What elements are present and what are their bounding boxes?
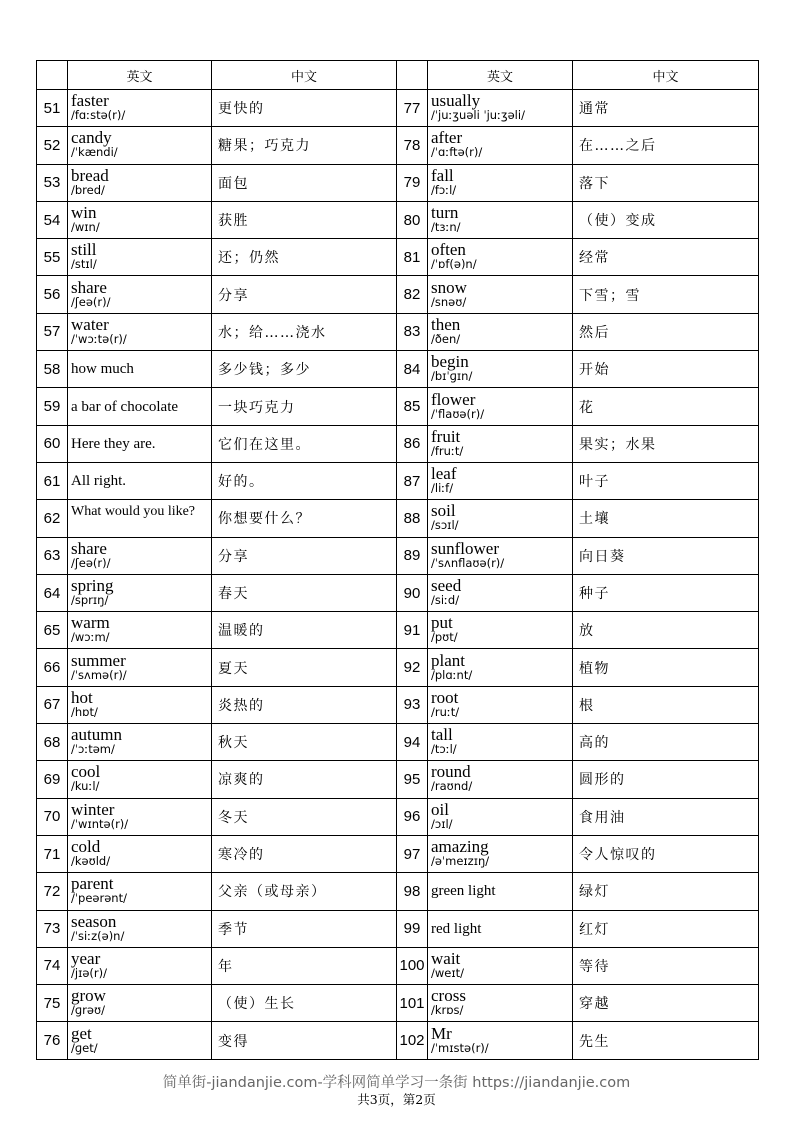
left-chinese-cell: 你想要什么？ xyxy=(212,500,397,537)
left-english-cell xyxy=(68,351,212,388)
english-phrase: how much xyxy=(71,361,134,378)
table-row xyxy=(37,500,759,537)
right-number-cell: 98 xyxy=(397,873,428,910)
phonetic: /ˈɔːtəm/ xyxy=(71,742,115,757)
english-word: begin xyxy=(431,352,469,372)
right-number-cell: 91 xyxy=(397,612,428,649)
right-number-cell: 84 xyxy=(397,351,428,388)
right-chinese-cell: 高的 xyxy=(573,724,759,761)
english-word: then xyxy=(431,314,461,334)
left-number-cell: 65 xyxy=(37,612,68,649)
english-word: hot xyxy=(71,687,93,707)
left-number-cell: 63 xyxy=(37,537,68,574)
table-row xyxy=(37,388,759,425)
right-english-cell xyxy=(428,1022,573,1059)
right-chinese-cell: 等待 xyxy=(573,947,759,984)
left-chinese-cell: 多少钱；多少 xyxy=(212,351,397,388)
left-chinese-cell: 夏天 xyxy=(212,649,397,686)
table-row xyxy=(37,90,759,127)
table-row xyxy=(37,947,759,984)
phonetic: /ʃeə(r)/ xyxy=(71,555,111,570)
left-english-cell xyxy=(68,835,212,872)
right-chinese-cell: 落下 xyxy=(573,164,759,201)
english-word: faster xyxy=(71,91,109,111)
left-number-cell: 69 xyxy=(37,761,68,798)
left-english-cell xyxy=(68,276,212,313)
left-chinese-cell: 一块巧克力 xyxy=(212,388,397,425)
left-chinese-cell: 父亲（或母亲） xyxy=(212,873,397,910)
left-english-cell xyxy=(68,537,212,574)
phonetic: /ˈwɪntə(r)/ xyxy=(71,816,129,831)
left-number-cell: 62 xyxy=(37,500,68,537)
phonetic: /fɑːstə(r)/ xyxy=(71,108,126,123)
header-num-right xyxy=(397,61,428,90)
english-word: Mr xyxy=(431,1023,452,1043)
right-english-cell xyxy=(428,798,573,835)
left-number-cell: 74 xyxy=(37,947,68,984)
english-phrase: What would you like? xyxy=(71,504,196,520)
phonetic: /əˈmeɪzɪŋ/ xyxy=(431,854,490,869)
table-row xyxy=(37,164,759,201)
table-row xyxy=(37,425,759,462)
phonetic: /ɔɪl/ xyxy=(431,816,453,831)
english-word: get xyxy=(71,1023,92,1043)
left-number-cell: 70 xyxy=(37,798,68,835)
phonetic: /raʊnd/ xyxy=(431,779,473,794)
left-english-cell xyxy=(68,947,212,984)
left-english-cell xyxy=(68,1022,212,1059)
english-word: season xyxy=(71,911,117,931)
phonetic: /plɑːnt/ xyxy=(431,667,473,682)
left-chinese-cell: 它们在这里。 xyxy=(212,425,397,462)
english-word: root xyxy=(431,687,459,707)
english-word: share xyxy=(71,538,107,558)
table-row xyxy=(37,574,759,611)
left-number-cell: 57 xyxy=(37,313,68,350)
left-english-cell xyxy=(68,462,212,499)
left-number-cell: 51 xyxy=(37,90,68,127)
english-word: after xyxy=(431,128,463,148)
right-english-cell xyxy=(428,873,573,910)
left-chinese-cell: 冬天 xyxy=(212,798,397,835)
english-phrase: red light xyxy=(431,920,482,937)
left-chinese-cell: 好的。 xyxy=(212,462,397,499)
right-english-cell xyxy=(428,985,573,1022)
left-number-cell: 76 xyxy=(37,1022,68,1059)
phonetic: /wɪn/ xyxy=(71,220,100,235)
table-row xyxy=(37,201,759,238)
left-chinese-cell: 凉爽的 xyxy=(212,761,397,798)
left-number-cell: 55 xyxy=(37,239,68,276)
english-word: amazing xyxy=(431,837,489,857)
right-english-cell xyxy=(428,164,573,201)
table-row xyxy=(37,761,759,798)
header-english-left: 英文 xyxy=(68,61,212,90)
right-english-cell xyxy=(428,612,573,649)
english-word: leaf xyxy=(431,464,457,484)
table-row xyxy=(37,462,759,499)
phonetic: /ɡet/ xyxy=(71,1040,98,1055)
right-english-cell xyxy=(428,947,573,984)
left-chinese-cell: 更快的 xyxy=(212,90,397,127)
english-word: parent xyxy=(71,874,114,894)
english-word: usually xyxy=(431,91,481,111)
left-english-cell xyxy=(68,612,212,649)
right-english-cell xyxy=(428,239,573,276)
right-english-cell xyxy=(428,388,573,425)
left-number-cell: 52 xyxy=(37,127,68,164)
table-row xyxy=(37,351,759,388)
left-chinese-cell: 温暖的 xyxy=(212,612,397,649)
right-number-cell: 86 xyxy=(397,425,428,462)
table-row xyxy=(37,985,759,1022)
right-chinese-cell: （使）变成 xyxy=(573,201,759,238)
left-chinese-cell: 分享 xyxy=(212,276,397,313)
english-word: share xyxy=(71,277,107,297)
english-phrase: Here they are. xyxy=(71,435,156,452)
left-english-cell xyxy=(68,724,212,761)
phonetic: /ˈsiːz(ə)n/ xyxy=(71,928,125,943)
left-english-cell xyxy=(68,313,212,350)
left-english-cell xyxy=(68,388,212,425)
right-english-cell xyxy=(428,90,573,127)
phonetic: /ˈsʌmə(r)/ xyxy=(71,667,127,682)
left-english-cell xyxy=(68,649,212,686)
left-english-cell xyxy=(68,761,212,798)
left-english-cell xyxy=(68,798,212,835)
right-chinese-cell: 叶子 xyxy=(573,462,759,499)
header-chinese-right: 中文 xyxy=(573,61,759,90)
phonetic: /ˈjuːʒuəli ˈjuːʒəli/ xyxy=(431,108,525,123)
phonetic: /ˈɒf(ə)n/ xyxy=(431,257,477,272)
right-number-cell: 83 xyxy=(397,313,428,350)
right-chinese-cell: 红灯 xyxy=(573,910,759,947)
right-english-cell xyxy=(428,276,573,313)
table-header-row xyxy=(37,61,759,90)
left-english-cell xyxy=(68,425,212,462)
table-row xyxy=(37,910,759,947)
phonetic: /ˈɑːftə(r)/ xyxy=(431,145,483,160)
right-chinese-cell: 令人惊叹的 xyxy=(573,835,759,872)
phonetic: /jɪə(r)/ xyxy=(71,965,107,980)
english-word: win xyxy=(71,203,97,223)
left-chinese-cell: （使）生长 xyxy=(212,985,397,1022)
phonetic: /liːf/ xyxy=(431,481,454,496)
left-english-cell xyxy=(68,127,212,164)
right-english-cell xyxy=(428,313,573,350)
right-english-cell xyxy=(428,724,573,761)
right-chinese-cell: 先生 xyxy=(573,1022,759,1059)
phonetic: /snəʊ/ xyxy=(431,294,467,309)
phonetic: /ˈmɪstə(r)/ xyxy=(431,1040,489,1055)
phonetic: /hɒt/ xyxy=(71,704,98,719)
english-word: turn xyxy=(431,203,459,223)
phonetic: /fruːt/ xyxy=(431,443,464,458)
english-word: summer xyxy=(71,650,126,670)
english-word: wait xyxy=(431,948,461,968)
table-row xyxy=(37,686,759,723)
vocabulary-table xyxy=(36,60,759,1060)
left-english-cell xyxy=(68,574,212,611)
right-number-cell: 101 xyxy=(397,985,428,1022)
left-number-cell: 72 xyxy=(37,873,68,910)
right-number-cell: 102 xyxy=(397,1022,428,1059)
right-chinese-cell: 花 xyxy=(573,388,759,425)
english-word: tall xyxy=(431,725,453,745)
left-number-cell: 75 xyxy=(37,985,68,1022)
right-number-cell: 77 xyxy=(397,90,428,127)
left-chinese-cell: 分享 xyxy=(212,537,397,574)
right-english-cell xyxy=(428,574,573,611)
left-english-cell xyxy=(68,686,212,723)
left-english-cell xyxy=(68,985,212,1022)
right-chinese-cell: 经常 xyxy=(573,239,759,276)
phonetic: /krɒs/ xyxy=(431,1003,464,1018)
right-number-cell: 87 xyxy=(397,462,428,499)
left-chinese-cell: 变得 xyxy=(212,1022,397,1059)
phonetic: /ˈflaʊə(r)/ xyxy=(431,406,485,421)
right-number-cell: 94 xyxy=(397,724,428,761)
english-word: snow xyxy=(431,277,467,297)
english-word: round xyxy=(431,762,471,782)
right-chinese-cell: 在……之后 xyxy=(573,127,759,164)
left-number-cell: 61 xyxy=(37,462,68,499)
right-number-cell: 78 xyxy=(397,127,428,164)
phonetic: /fɔːl/ xyxy=(431,182,457,197)
right-english-cell xyxy=(428,761,573,798)
phonetic: /bred/ xyxy=(71,182,105,197)
english-word: oil xyxy=(431,799,449,819)
left-english-cell xyxy=(68,910,212,947)
footer-source: 简单街-jiandanjie.com-学科网简单学习一条街 https://jiandanjie.com xyxy=(162,1075,631,1091)
right-number-cell: 100 xyxy=(397,947,428,984)
left-english-cell xyxy=(68,201,212,238)
right-number-cell: 80 xyxy=(397,201,428,238)
right-english-cell xyxy=(428,910,573,947)
phonetic: /pʊt/ xyxy=(431,630,458,645)
phonetic: /sɔɪl/ xyxy=(431,518,459,533)
right-number-cell: 96 xyxy=(397,798,428,835)
right-english-cell xyxy=(428,127,573,164)
table-row xyxy=(37,873,759,910)
english-word: water xyxy=(71,314,109,334)
english-word: autumn xyxy=(71,725,122,745)
right-chinese-cell: 土壤 xyxy=(573,500,759,537)
phonetic: /wɔːm/ xyxy=(71,630,110,645)
table-row xyxy=(37,724,759,761)
right-number-cell: 93 xyxy=(397,686,428,723)
english-word: sunflower xyxy=(431,538,499,558)
left-english-cell xyxy=(68,90,212,127)
left-number-cell: 71 xyxy=(37,835,68,872)
left-chinese-cell: 还；仍然 xyxy=(212,239,397,276)
table-row xyxy=(37,127,759,164)
table-row xyxy=(37,835,759,872)
right-english-cell xyxy=(428,537,573,574)
left-chinese-cell: 寒冷的 xyxy=(212,835,397,872)
table-body xyxy=(37,90,759,1060)
phonetic: /bɪˈɡɪn/ xyxy=(431,369,473,384)
right-number-cell: 99 xyxy=(397,910,428,947)
english-word: fall xyxy=(431,165,454,185)
right-english-cell xyxy=(428,201,573,238)
right-chinese-cell: 然后 xyxy=(573,313,759,350)
english-word: spring xyxy=(71,576,114,595)
header-chinese-left: 中文 xyxy=(212,61,397,90)
header-english-right: 英文 xyxy=(428,61,573,90)
page-indicator: 共3页，第2页 xyxy=(357,1092,436,1107)
left-number-cell: 68 xyxy=(37,724,68,761)
table-row xyxy=(37,239,759,276)
right-number-cell: 79 xyxy=(397,164,428,201)
english-word: grow xyxy=(71,986,106,1006)
phonetic: /weɪt/ xyxy=(431,965,465,980)
right-chinese-cell: 果实；水果 xyxy=(573,425,759,462)
english-word: warm xyxy=(71,613,110,633)
right-chinese-cell: 穿越 xyxy=(573,985,759,1022)
right-chinese-cell: 植物 xyxy=(573,649,759,686)
right-english-cell xyxy=(428,462,573,499)
right-number-cell: 82 xyxy=(397,276,428,313)
english-word: cold xyxy=(71,837,101,857)
left-english-cell xyxy=(68,873,212,910)
left-english-cell xyxy=(68,239,212,276)
phonetic: /sprɪŋ/ xyxy=(71,593,109,607)
right-english-cell xyxy=(428,351,573,388)
english-word: plant xyxy=(431,650,465,670)
table-row xyxy=(37,313,759,350)
phonetic: /siːd/ xyxy=(431,593,460,607)
left-chinese-cell: 春天 xyxy=(212,574,397,611)
english-word: fruit xyxy=(431,426,461,446)
right-english-cell xyxy=(428,425,573,462)
table-row xyxy=(37,612,759,649)
right-chinese-cell: 食用油 xyxy=(573,798,759,835)
right-chinese-cell: 绿灯 xyxy=(573,873,759,910)
right-english-cell xyxy=(428,500,573,537)
table-row xyxy=(37,276,759,313)
right-number-cell: 81 xyxy=(397,239,428,276)
phonetic: /kuːl/ xyxy=(71,779,100,794)
left-chinese-cell: 水；给……浇水 xyxy=(212,313,397,350)
right-chinese-cell: 向日葵 xyxy=(573,537,759,574)
english-phrase: green light xyxy=(431,883,496,900)
right-chinese-cell: 通常 xyxy=(573,90,759,127)
english-word: often xyxy=(431,240,466,260)
english-word: year xyxy=(71,948,101,968)
left-number-cell: 58 xyxy=(37,351,68,388)
english-word: winter xyxy=(71,799,115,819)
right-number-cell: 95 xyxy=(397,761,428,798)
phonetic: /kəʊld/ xyxy=(71,854,111,869)
english-phrase: All right. xyxy=(71,473,126,490)
left-number-cell: 53 xyxy=(37,164,68,201)
left-number-cell: 64 xyxy=(37,574,68,611)
english-word: cool xyxy=(71,762,101,782)
right-number-cell: 92 xyxy=(397,649,428,686)
right-number-cell: 88 xyxy=(397,500,428,537)
right-number-cell: 90 xyxy=(397,574,428,611)
left-chinese-cell: 年 xyxy=(212,947,397,984)
left-english-cell xyxy=(68,500,212,537)
phonetic: /ʃeə(r)/ xyxy=(71,294,111,309)
right-number-cell: 97 xyxy=(397,835,428,872)
table-row xyxy=(37,649,759,686)
left-number-cell: 56 xyxy=(37,276,68,313)
left-chinese-cell: 糖果；巧克力 xyxy=(212,127,397,164)
english-word: put xyxy=(431,613,453,633)
left-number-cell: 59 xyxy=(37,388,68,425)
english-word: bread xyxy=(71,165,109,185)
left-chinese-cell: 面包 xyxy=(212,164,397,201)
left-chinese-cell: 季节 xyxy=(212,910,397,947)
table-row xyxy=(37,537,759,574)
right-number-cell: 89 xyxy=(397,537,428,574)
left-number-cell: 73 xyxy=(37,910,68,947)
phonetic: /ˈsʌnflaʊə(r)/ xyxy=(431,555,505,570)
left-number-cell: 54 xyxy=(37,201,68,238)
phonetic: /ˈwɔːtə(r)/ xyxy=(71,331,127,346)
header-num-left xyxy=(37,61,68,90)
left-number-cell: 60 xyxy=(37,425,68,462)
english-word: seed xyxy=(431,576,462,595)
phonetic: /ˈpeərənt/ xyxy=(71,891,127,906)
left-number-cell: 67 xyxy=(37,686,68,723)
left-english-cell xyxy=(68,164,212,201)
english-word: still xyxy=(71,240,97,260)
phonetic: /ruːt/ xyxy=(431,704,460,719)
right-english-cell xyxy=(428,649,573,686)
english-word: flower xyxy=(431,389,476,409)
phonetic: /ˈkændi/ xyxy=(71,145,118,160)
phonetic: /ðen/ xyxy=(431,331,461,346)
english-word: soil xyxy=(431,501,456,521)
table-row xyxy=(37,798,759,835)
right-chinese-cell: 放 xyxy=(573,612,759,649)
left-chinese-cell: 炎热的 xyxy=(212,686,397,723)
right-chinese-cell: 下雪；雪 xyxy=(573,276,759,313)
english-word: cross xyxy=(431,986,466,1006)
english-word: candy xyxy=(71,128,112,148)
phonetic: /tɜːn/ xyxy=(431,220,461,235)
right-chinese-cell: 开始 xyxy=(573,351,759,388)
right-english-cell xyxy=(428,686,573,723)
right-chinese-cell: 圆形的 xyxy=(573,761,759,798)
english-phrase: a bar of chocolate xyxy=(71,398,179,415)
right-chinese-cell: 根 xyxy=(573,686,759,723)
left-chinese-cell: 秋天 xyxy=(212,724,397,761)
left-chinese-cell: 获胜 xyxy=(212,201,397,238)
right-number-cell: 85 xyxy=(397,388,428,425)
right-english-cell xyxy=(428,835,573,872)
left-number-cell: 66 xyxy=(37,649,68,686)
right-chinese-cell: 种子 xyxy=(573,574,759,611)
table-row xyxy=(37,1022,759,1059)
phonetic: /tɔːl/ xyxy=(431,742,457,757)
phonetic: /stɪl/ xyxy=(71,257,97,272)
phonetic: /ɡrəʊ/ xyxy=(71,1003,105,1018)
